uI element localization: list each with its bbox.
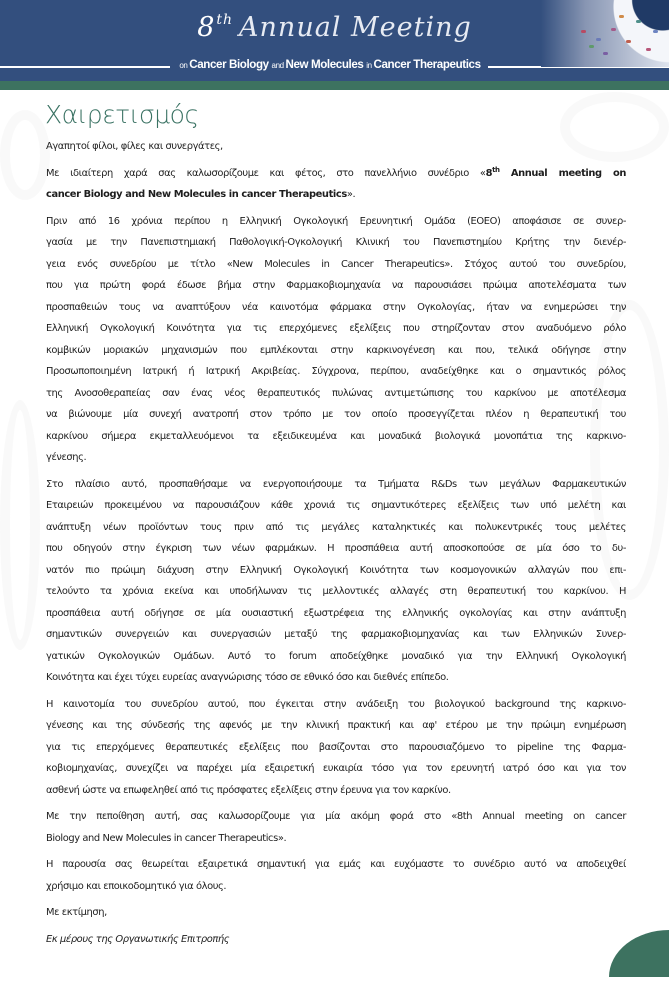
text-line: γεια ενός συνεδρίου με τίτλο «New Molecules in Cancer Therapeutics». Στόχος αυτού του συνεδρίου, [46,258,626,270]
page-title: Χαιρετισμός [45,100,199,129]
intro-text: Με ιδιαίτερη χαρά σας καλωσορίζουμε και φέτος, στο πανελλήνιο συνέδριο « [46,167,486,179]
banner-title-script: Annual Meeting [239,12,472,43]
text-line: που οδηγούν στην έγκριση των νέων φαρμάκων. Η προσπάθεια αυτή αποσκοπούσε σε μία όσο το δυ- [46,543,626,554]
text-line: γασία με την Πανεπιστημιακή Παθολογική-Ογκολογική Κλινική του Πανεπιστημίου Κρήτης την διενέρ- [46,237,626,248]
subtitle-part: and [271,61,286,70]
intro-paragraph [46,163,626,206]
text-line: γένεσης και της σύνδεσής της αφενός με την κλινική πρακτική και αφ' ετέρου με την πρώιμη ενημέρωση [46,720,626,731]
green-accent-band [0,81,669,90]
subtitle-part: Cancer Biology [189,58,272,71]
text-line: Η καινοτομία του συνεδρίου αυτού, που έγκειται στην ανάδειξη του βιολογικού background της καρκινο- [46,698,626,710]
text-line: Αγαπητοί φίλοι, φίλες και συνεργάτες, [46,141,223,152]
text-line: νατόν πιο πρώιμη διάχυση στην Ελληνική Ογκολογική Κοινότητα των κοσμογονικών αλλαγών που επι- [46,564,626,576]
body-paragraph [46,474,626,689]
text-line: ασθενή ώστε να επωφεληθεί από τις πρόσφατες εξελίξεις στην έρευνα για τον καρκίνο. [46,784,451,796]
greeting [46,136,626,158]
intro-text: ». [346,189,356,200]
text-line: γένεσης. [46,452,87,463]
text-line: τελούντο τα χρόνια εκείνα και υποδήλωναν τις μελλοντικές αλλαγές στη θεραπευτική του καρκίνου. Η [46,586,626,597]
event-name-part: Annual meeting on [499,167,626,179]
closing [46,902,626,924]
text-line: Biology and New Molecules in cancer Therapeutics». [46,832,287,844]
banner-cell-illustration [541,0,669,67]
text-line: ανάπτυξη νέων προϊόντων τους πριν από τις μεγάλες καταληκτικές και πολυκεντρικές τους μελέτες [46,521,626,533]
subtitle-part: Cancer Therapeutics [373,58,481,71]
banner-ordinal: 8 [197,12,216,43]
text-line: καρκίνου σήμερα εκμεταλλευόμενοι τα εξειδικευμένα και μοναδικά βιολογικά μονοπάτια της καρκινο- [46,430,626,442]
body-paragraphs [46,211,626,898]
text-line: κοβιομηχανίας, συνεχίζει να παρέχει μία εξαιρετική ευκαιρία τόσο για τον ερευνητή ιατρό όσο και για τον [46,763,626,774]
body-paragraph [46,854,626,897]
banner-subtitle [175,58,485,71]
background-molecule-graphic [0,400,40,650]
text-line: Προσωποποιημένη Ιατρική ή Ιατρική Ακριβείας. Σύγχρονα, περίπου, αναδείχθηκε και ο σημαντικός ρόλος [46,366,626,377]
text-line: Εταιρειών προκειμένου να παρουσιάζουν κάθε χρονιά τις σημαντικότερες εξελίξεις των υπό μελέτη και [46,500,626,511]
text-line: για τις επερχόμενες θεραπευτικές εξελίξεις που βασίζονται στο παρουσιαζόμενο το pipeline της Φαρμα- [46,741,626,753]
text-line: σημαντικών συνεργειών και συνεργασιών μεταξύ της φαρμακοβιομηχανίας και των Ελληνικών Συνερ- [46,629,626,640]
text-line: προσπάθεια αυτή οδήγησε σε μία ουσιαστική εξωστρέφεια της ελληνικής ογκολογίας και στην ανάπτυξη [46,607,626,619]
event-name-bold: cancer Biology and New Molecules in cancer Therapeutics [46,189,347,200]
text-line: Ελληνική Ογκολογική Κοινότητα για τις επερχόμενες εξελίξεις που στηρίζονταν στον αναδυόμενο ρόλο [46,323,626,334]
text-line: κομβικών μοριακών μηχανισμών που εμπλέκονται στην καρκινογένεση και που, τελικά οδήγησε στην [46,344,626,356]
text-line: χρήσιμο και εποικοδομητικό για όλους. [46,880,227,892]
body-paragraph [46,694,626,802]
event-name-bold [485,165,626,179]
text-line: που για πρώτη φορά έδωσε βήμα στην Φαρμακοβιομηχανία να παρουσιάσει πρώιμα αποτελέσματα των [46,280,626,291]
text-line [46,184,626,206]
signature [46,929,626,951]
event-ordinal-suffix: th [492,165,500,174]
subtitle-part: New Molecules [285,58,367,71]
text-line: Πριν από 16 χρόνια περίπου η Ελληνική Ογκολογική Ερευνητική Ομάδα (ΕΟΕΟ) αποφάσισε σε συνερ- [46,215,626,227]
text-line: να βιώνουμε μία συνεχή ανατροπή στον τρόπο με τον οποίο προσεγγίζεται πλέον η θεραπευτική του [46,409,626,420]
subtitle-part: on [179,61,190,70]
text-line: Κοινότητα και έχει τύχει ευρείας αναγνώρισης τόσο σε εθνικό όσο και διεθνές επίπεδο. [46,672,449,683]
body-paragraph [46,211,626,469]
text-line: γατικών Ογκολογικών Ομάδων. Αυτό το forum αποδείχθηκε μοναδικό για την Ελληνική Ογκολογική [46,650,626,662]
closing-text: Με εκτίμηση, [46,907,107,918]
body-paragraph [46,806,626,849]
text-line: προσπαθειών τους να αναπτύξουν νέα καινοτόμα φάρμακα στην Ογκολογίας, ήταν να ενημερώσει την [46,301,626,313]
signature-text: Εκ μέρους της Οργανωτικής Επιτροπής [46,933,230,945]
text-line: Με την πεποίθηση αυτή, σας καλωσορίζουμε για μία ακόμη φορά στο «8th Annual meeting on cancer [46,811,626,822]
banner-rule-left [0,66,170,68]
banner-ordinal-suffix: th [216,12,234,28]
event-ordinal: 8 [485,167,493,179]
text-line: Στο πλαίσιο αυτό, προσπαθήσαμε να ενεργοποιήσουμε τα Τμήματα R&Ds των μεγάλων Φαρμακευτικών [46,478,626,490]
letter-body [46,96,626,955]
text-line: της Ανοσοθεραπείας σαν ένας νέος θεραπευτικός πυλώνας αντιμετώπισης του καρκίνου με αποτέλεσμα [46,387,626,399]
text-line: Η παρουσία σας θεωρείται εξαιρετικά σημαντική για εμάς και ευχόμαστε το συνέδριο αυτό να αποδειχθεί [46,859,626,870]
text-line [46,163,626,185]
header-banner [0,0,669,81]
background-molecule-graphic [0,110,50,200]
subtitle-part: in [366,61,374,70]
